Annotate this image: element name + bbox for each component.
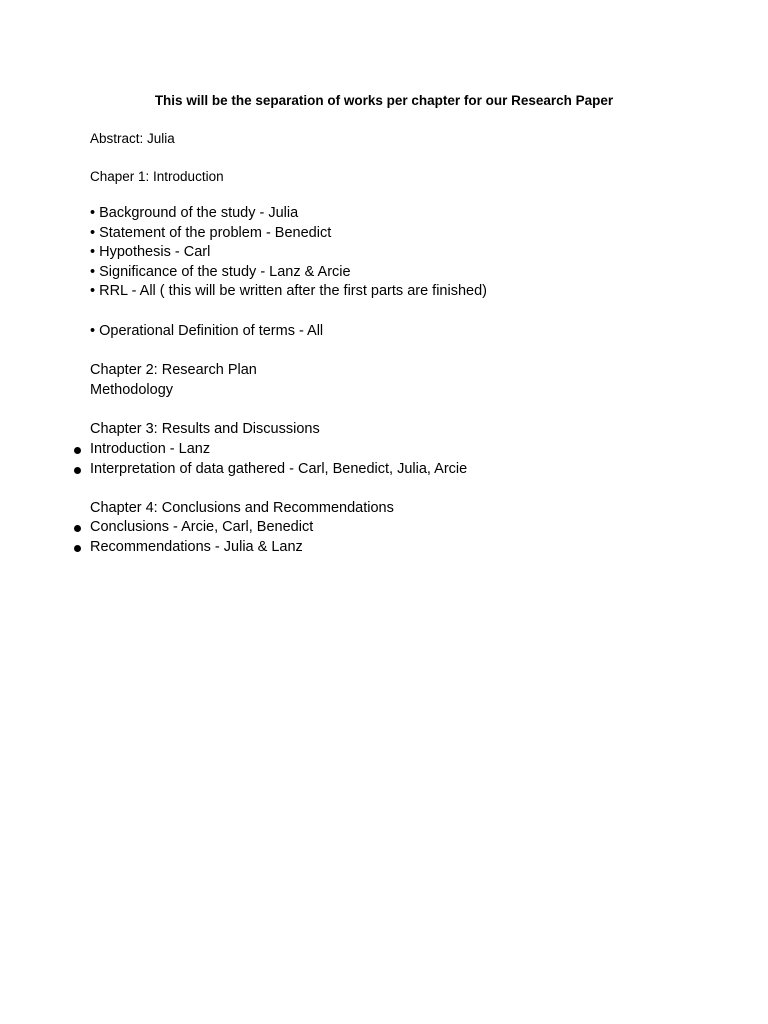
chapter1-list	[90, 204, 487, 302]
bullet-dot-icon	[74, 545, 81, 552]
list-item-text: Recommendations - Julia & Lanz	[90, 538, 303, 555]
chapter3-heading: Chapter 3: Results and Discussions	[90, 421, 320, 437]
bullet-dot-icon	[74, 447, 81, 454]
list-item-text: Introduction - Lanz	[90, 441, 211, 457]
list-item: • Hypothesis - Carl	[90, 243, 487, 263]
chapter4-list	[0, 518, 313, 557]
bullet-dot-icon	[74, 467, 81, 474]
list-item-text: Conclusions - Arcie, Carl, Benedict	[90, 519, 314, 535]
chapter1-heading: Chaper 1: Introduction	[90, 169, 224, 184]
bullet-dot-icon	[74, 525, 81, 532]
list-item	[0, 518, 313, 538]
list-item	[0, 460, 467, 480]
list-item: • Background of the study - Julia	[90, 204, 487, 224]
list-item: • Significance of the study - Lanz & Arcie	[90, 263, 487, 283]
abstract-line: Abstract: Julia	[90, 131, 175, 146]
list-item	[0, 440, 467, 460]
list-item: • RRL - All ( this will be written after the first parts are finished)	[90, 282, 487, 302]
operational-definition-item: • Operational Definition of terms - All	[90, 322, 323, 342]
chapter2-subheading: Methodology	[90, 382, 174, 398]
list-item	[0, 538, 313, 558]
chapter4-heading: Chapter 4: Conclusions and Recommendations	[90, 500, 394, 516]
list-item-text: Interpretation of data gathered - Carl, Benedict, Julia, Arcie	[90, 460, 468, 477]
document-title: This will be the separation of works per chapter for our Research Paper	[154, 93, 614, 108]
list-item: • Statement of the problem - Benedict	[90, 224, 487, 244]
chapter3-list	[0, 440, 467, 479]
chapter2-heading: Chapter 2: Research Plan	[90, 362, 257, 378]
